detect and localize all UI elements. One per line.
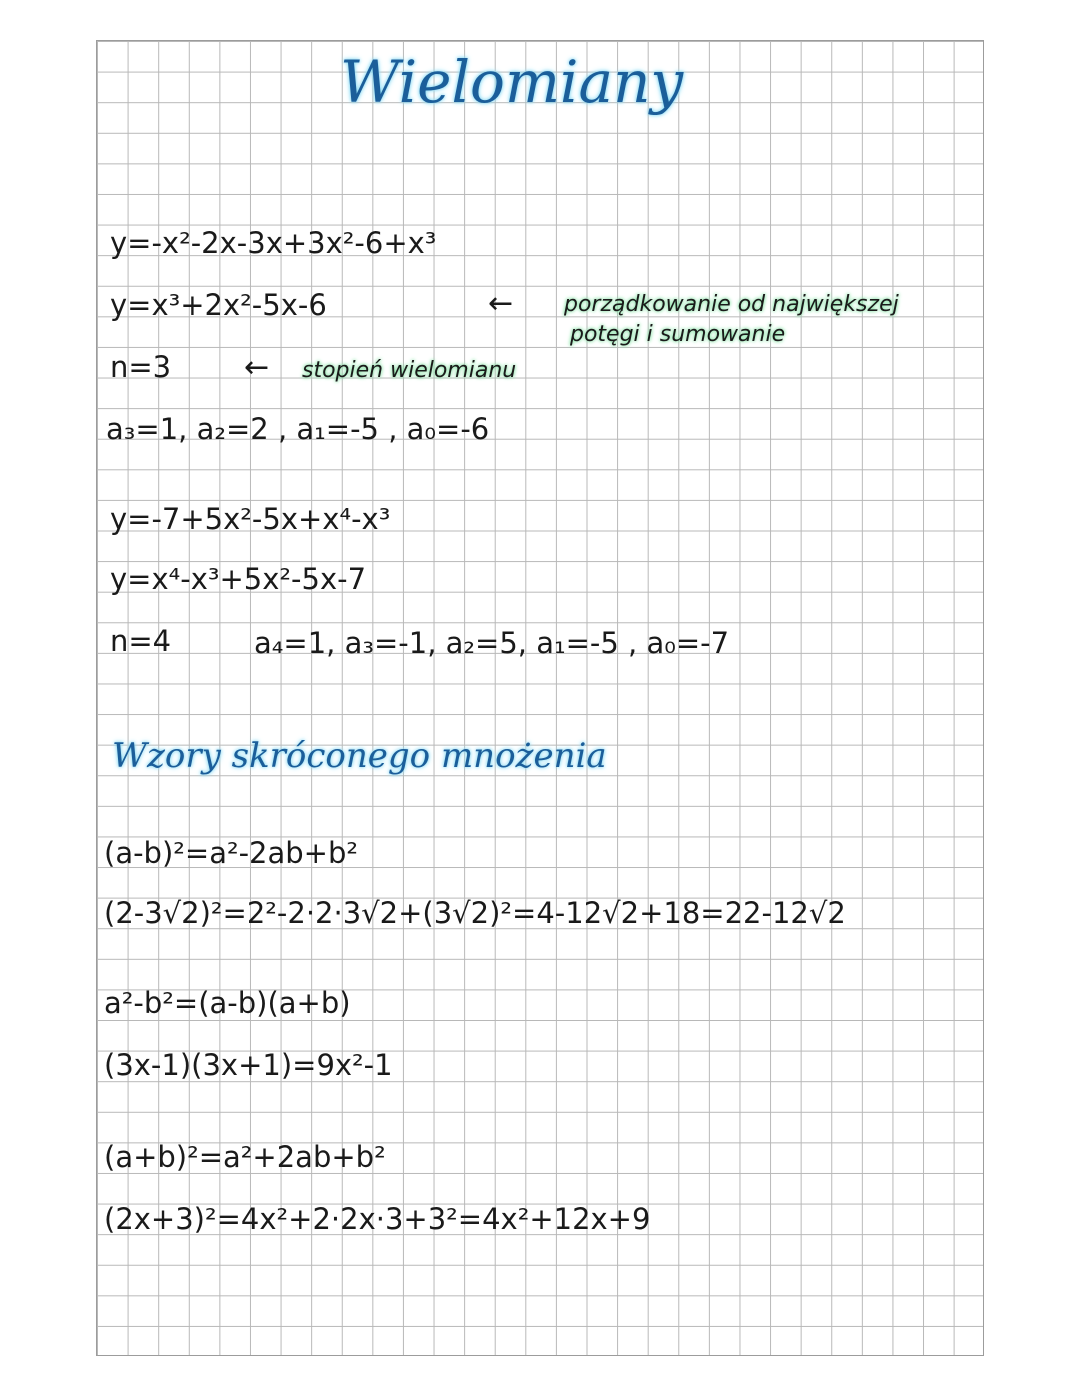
arrow-left-icon: ← (488, 286, 514, 321)
equation-1: y=-x²-2x-3x+3x²-6+x³ (110, 226, 437, 260)
section-heading: Wzory skróconego mnożenia (112, 736, 607, 776)
formula-square-sum-example: (2x+3)²=4x²+2·2x·3+3²=4x²+12x+9 (104, 1202, 651, 1236)
degree-label: n=3 (110, 350, 172, 384)
degree-label-2: n=4 (110, 624, 172, 658)
coefficients-1: a₃=1, a₂=2 , a₁=-5 , a₀=-6 (106, 412, 490, 446)
page-title: Wielomiany (340, 48, 684, 116)
equation-2: y=x³+2x²-5x-6 (110, 288, 327, 322)
formula-square-difference: (a-b)²=a²-2ab+b² (104, 836, 359, 870)
coefficients-2: a₄=1, a₃=-1, a₂=5, a₁=-5 , a₀=-7 (254, 626, 730, 660)
formula-difference-of-squares: a²-b²=(a-b)(a+b) (104, 986, 351, 1020)
equation-4: y=x⁴-x³+5x²-5x-7 (110, 562, 367, 596)
note-degree: stopień wielomianu (302, 358, 517, 383)
note-ordering: porządkowanie od największej (564, 292, 899, 317)
equation-3: y=-7+5x²-5x+x⁴-x³ (110, 502, 391, 536)
formula-difference-of-squares-example: (3x-1)(3x+1)=9x²-1 (104, 1048, 393, 1082)
arrow-left-icon: ← (244, 350, 270, 385)
formula-square-difference-example: (2-3√2)²=2²-2·2·3√2+(3√2)²=4-12√2+18=22-12√2 (104, 896, 846, 930)
note-ordering-line2: potęgi i sumowanie (570, 322, 786, 347)
formula-square-sum: (a+b)²=a²+2ab+b² (104, 1140, 386, 1174)
